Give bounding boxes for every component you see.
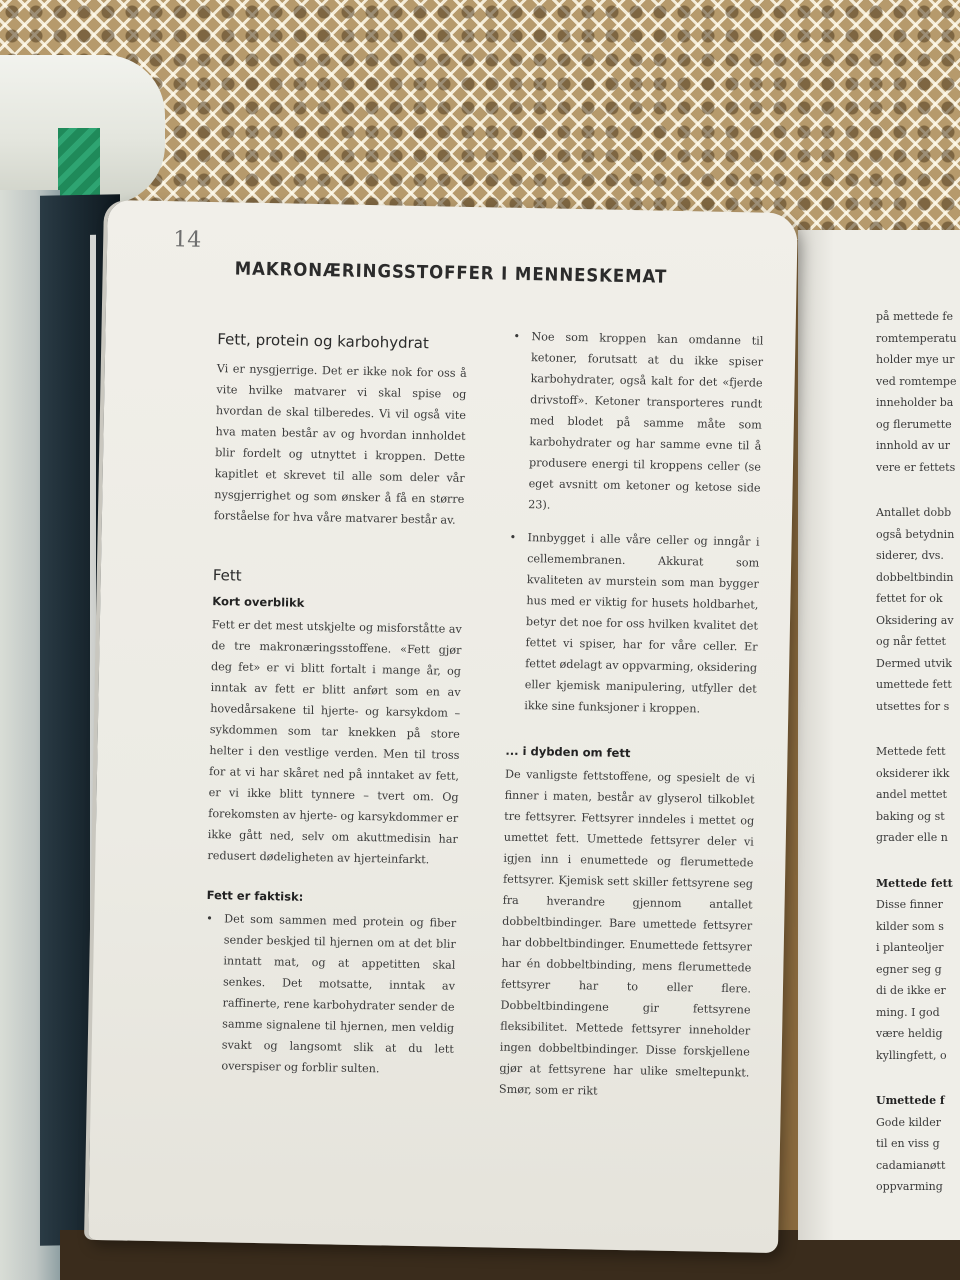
next-page-line: inneholder ba [876, 396, 954, 409]
next-page-line: kilder som s [876, 919, 944, 933]
next-page-block-2 [798, 502, 957, 717]
intro-heading: Fett, protein og karbohydrat [217, 330, 430, 353]
next-page-heading-umettede: Umettede f [876, 1094, 945, 1107]
next-page-line: kyllingfett, o [876, 1048, 947, 1062]
next-page-line: fettet for ok [876, 592, 943, 605]
next-page-line: holder mye ur [876, 353, 955, 366]
facts-bullet-3-text: Innbygget i alle våre celler og inngår i cellemembranen. Akkurat som kvaliteten av murstein som man bygger hus med er viktig for husets holdbarhet, betyr det noe for oss hvilken kvalitet det fettet vi spiser, har for våre celler. Er fettet ødelagt av oppvarming, oksidering eller kjemisk manipulering, utfyller det ikke sine funksjoner i kroppen. [524, 531, 760, 716]
overview-heading: Kort overblikk [212, 594, 305, 610]
intro-paragraph: Vi er nysgjerrige. Det er ikke nok for oss å vite hvilke matvarer vi skal spise og hvordan de skal tilberedes. Vi vil også vite hva maten består av og hvordan innholdet blir fordelt og utnyttet i kroppen. Dette kapitlet et skrevet til alle som deler vår nysgjerrighet og som ønsker å få en større forståelse for hva våre matvarer består av. [213, 362, 467, 527]
next-page-line: ming. I god [876, 1005, 940, 1019]
next-page-line: til en viss g [876, 1137, 940, 1150]
next-page-line: Antallet dobb [876, 506, 952, 519]
left-column [203, 330, 468, 1093]
next-page-line: egner seg g [876, 962, 942, 976]
page-number: 14 [173, 227, 202, 253]
facts-bullet-1 [203, 908, 456, 1081]
next-page-line: Gode kilder [876, 1115, 941, 1129]
next-page-line: oksiderer ikk [876, 766, 950, 780]
next-page-line: ved romtempe [876, 374, 957, 388]
next-page-block-1 [798, 306, 957, 478]
next-page-line: dobbeltbindin [876, 570, 954, 584]
right-column [498, 326, 763, 1127]
facts-bullet-2-text: Noe som kroppen kan omdanne til ketoner, forutsatt at du ikke spiser karbohydrater, også kalt for det «fjerde drivstoff». Ketoner transporteres rundt med blodet på samme måte som karbohydrater og har samme evne til å produsere energi til kroppens celler (se eget avsnitt om ketoner og ketose side 23). [528, 330, 764, 512]
next-page-block-4 [798, 894, 957, 1066]
facts-bullet-3 [506, 527, 760, 721]
next-page-heading-mettede: Mettede fett [876, 876, 953, 890]
next-page-line: være heldig [876, 1027, 943, 1040]
next-page [798, 230, 960, 1240]
book-page [88, 200, 798, 1253]
next-page-line: cadamianøtt [876, 1158, 946, 1172]
next-page-line: oppvarming [876, 1180, 943, 1193]
next-page-block-3 [798, 741, 957, 849]
facts-bullet-2 [510, 326, 764, 520]
next-page-line: og når fettet [876, 635, 946, 648]
chapter-title: MAKRONÆRINGSSTOFFER I MENNESKEMAT [234, 258, 668, 288]
next-page-line: i planteoljer [876, 941, 944, 954]
bullet-dot-icon: • [513, 329, 521, 343]
next-page-line: vere er fettets [876, 460, 956, 474]
next-page-block-5 [798, 1112, 957, 1198]
next-page-line: Mettede fett [876, 745, 946, 758]
fett-heading: Fett [212, 566, 242, 585]
next-page-line: også betydnin [876, 527, 955, 541]
bullet-dot-icon: • [509, 530, 517, 544]
next-page-line: di de ikke er [876, 984, 946, 997]
next-page-line: på mettede fe [876, 310, 954, 323]
next-page-line: Oksidering av [876, 613, 954, 627]
next-page-line: grader elle n [876, 831, 948, 844]
next-page-line: utsettes for s [876, 699, 950, 713]
bullet-dot-icon: • [206, 912, 213, 926]
depth-heading: ... i dybden om fett [505, 743, 631, 761]
facts-list [203, 908, 456, 1081]
facts-bullet-1-text: Det som sammen med protein og fiber sender beskjed til hjernen om at det blir inntatt mat, og at appetitten skal senkes. Det motsatte, inntak av raffinerte, rene karbohydrater sender de samme signalene til hjernen, men veldig svakt og langsomt slik at du lett overspiser og forblir sulten. [221, 912, 457, 1076]
next-page-line: siderer, dvs. [876, 549, 944, 562]
next-page-line: og flerumette [876, 417, 952, 431]
next-page-line: andel mettet [876, 788, 947, 801]
next-page-text [798, 306, 957, 1198]
next-page-line: innhold av ur [876, 439, 951, 452]
facts-heading: Fett er faktisk: [206, 888, 304, 904]
next-page-line: umettede fett [876, 678, 952, 691]
next-page-line: Disse finner [876, 898, 943, 911]
facts-list-continued [506, 326, 763, 721]
next-page-line: romtemperatu [876, 331, 957, 345]
next-page-line: baking og st [876, 809, 945, 823]
depth-paragraph: De vanligste fettstoffene, og spesielt de vi finner i maten, består av glyserol tilkoblet tre fettsyrer. Fettsyrer inndeles i mettet og umettet fett. Umettede fettsyrer deler vi igjen inn i enumettede og flerumettede fettsyrer. Kjemisk sett skiller fettsyrene seg fra hverandre gjennom antallet dobbeltbindinger. Bare umettede fettsyrer har dobbeltbindinger. Enumettede fettsyrer har én dobbeltbinding, mens flerumettede fettsyrer har to eller flere. Dobbeltbindingene gir fettsyrene fleksibilitet. Mettede fettsyrer inneholder ingen dobbeltbindinger. Disse forskjellene gjør at fettsyrene har ulike smeltepunkt. Smør, som er rikt [498, 767, 756, 1098]
overview-paragraph: Fett er det mest utskjelte og misforståtte av de tre makronæringsstoffene. «Fett gjør deg fet» er vi blitt fortalt i mange år, og inntak av fett er blitt anført som en av hovedårsakene til hjerte- og karsykdom – sykdommen som tar knekken på store helter i den vestlige verden. Men til tross for at vi har skåret ned på inntaket av fett, er vi ikke blitt tynnere – tvert om. Og forekomsten av hjerte- og karsykdommer er ikke gått ned, selv om akuttmedisin har redusert dødeligheten av hjerteinfarkt. [207, 618, 462, 867]
next-page-line: Dermed utvik [876, 656, 952, 670]
